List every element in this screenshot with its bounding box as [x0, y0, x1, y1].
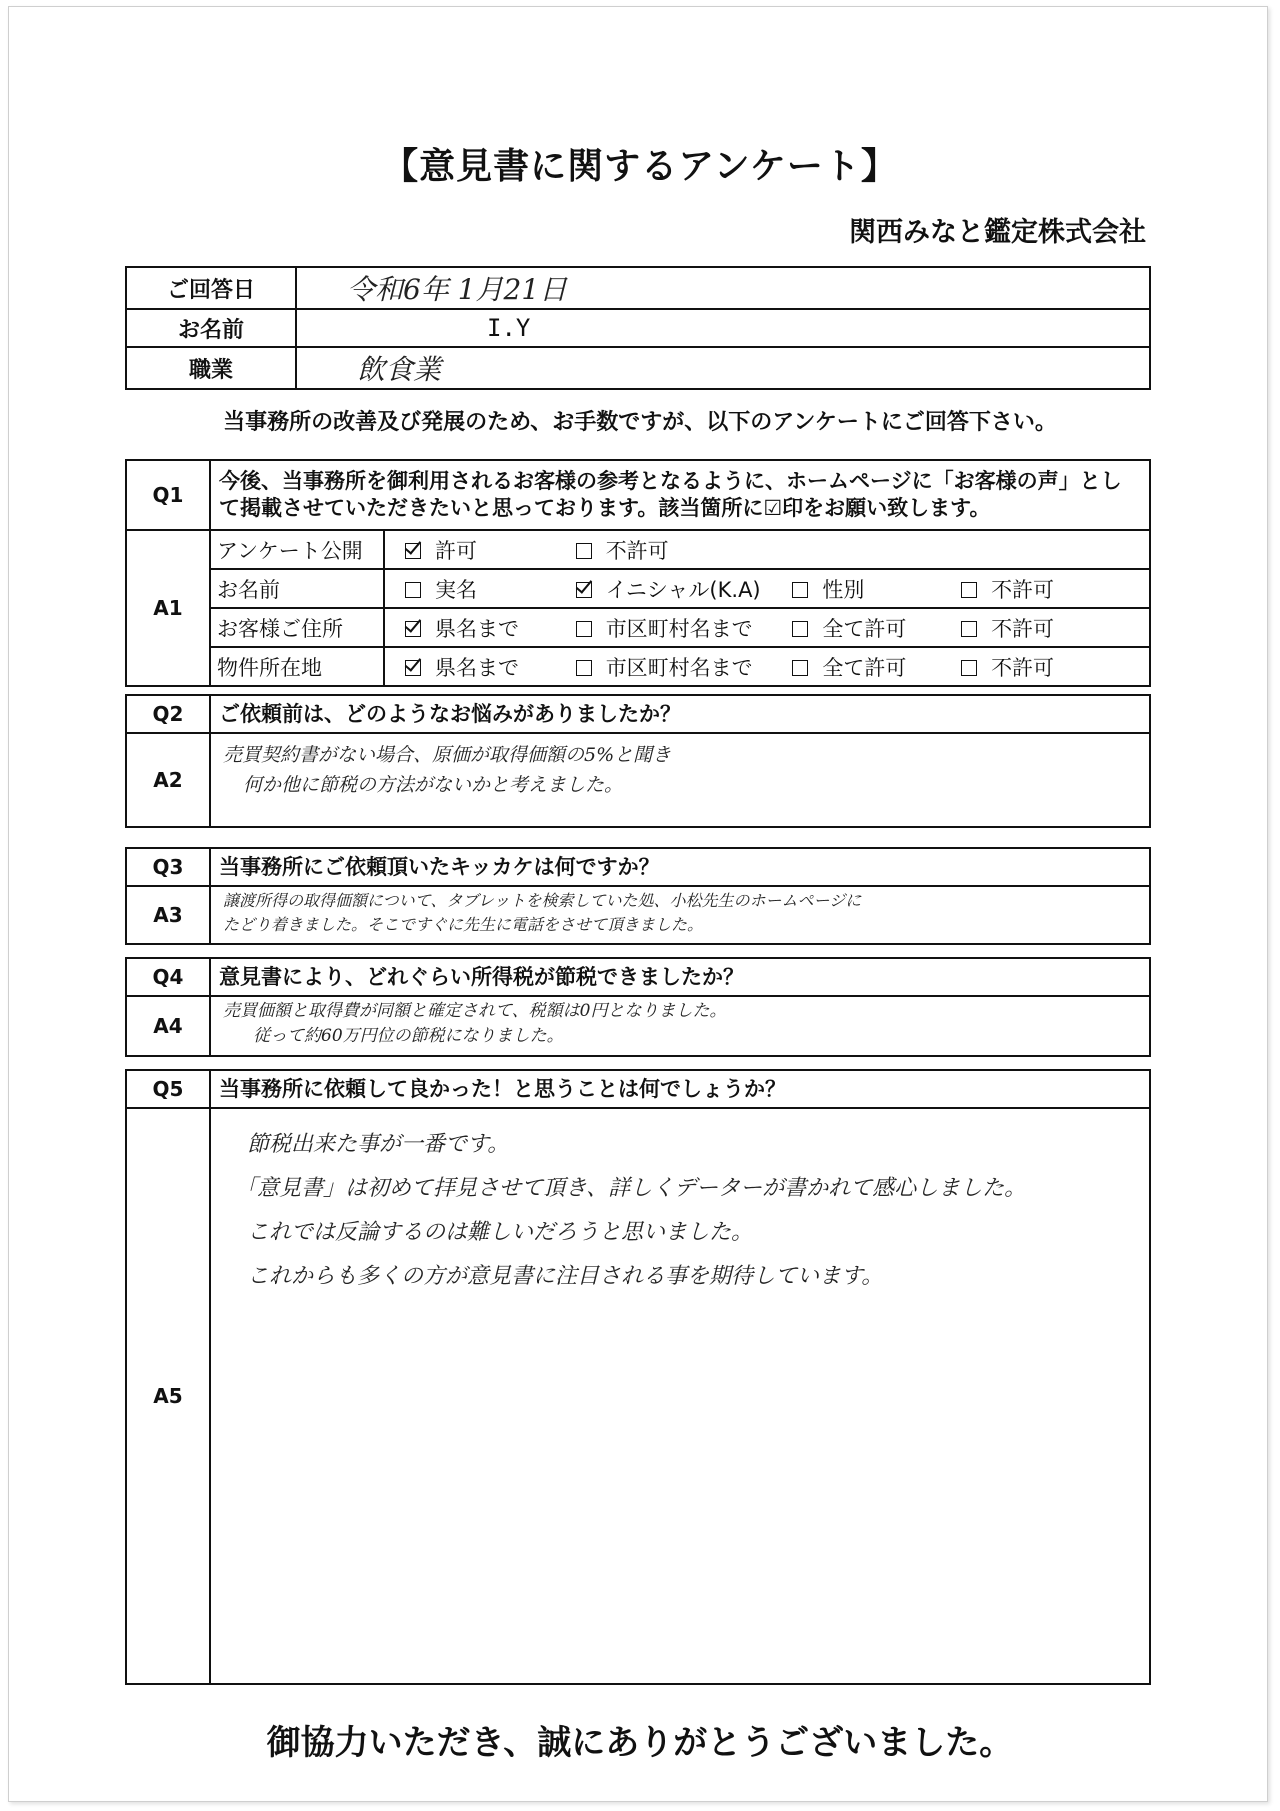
job-value: 飲食業: [357, 353, 442, 386]
q2-label: Q2: [126, 695, 210, 733]
q4-text: 意見書により、どれぐらい所得税が節税できましたか？: [210, 958, 1150, 996]
q1-text: 今後、当事務所を御利用されるお客様の参考となるように、ホームページに「お客様の声」として掲載させていただきたいと思っております。該当箇所に☑印をお願い致します。: [210, 460, 1150, 530]
a2-line: 売買契約書がない場合、原価が取得価額の5%と聞き: [223, 744, 672, 766]
q1-label: Q1: [126, 460, 210, 530]
name-label: お名前: [126, 309, 296, 347]
a4-line: 従って約60万円位の節税になりました。: [253, 1026, 564, 1046]
a2-line: 何か他に節税の方法がないかと考えました。: [243, 774, 624, 796]
name-initial-label: イニシャル(K.A): [605, 577, 761, 602]
name-initial-checkbox[interactable]: [576, 582, 592, 598]
name-deny-label: 不許可: [991, 577, 1055, 602]
property-deny-checkbox[interactable]: [961, 660, 977, 676]
property-all-label: 全て許可: [822, 655, 907, 680]
company-name: 関西みなと鑑定株式会社: [849, 217, 1146, 248]
respondent-info-table: [125, 266, 1151, 390]
address-deny-checkbox[interactable]: [961, 621, 977, 637]
property-prefecture-label: 県名まで: [435, 655, 519, 680]
property-all-checkbox[interactable]: [792, 660, 808, 676]
a1-row-property: [126, 647, 1150, 686]
property-prefecture-checkbox[interactable]: [405, 660, 421, 676]
name-option-label: お名前: [210, 569, 384, 608]
q5-text: 当事務所に依頼して良かった！と思うことは何でしょうか？: [210, 1070, 1150, 1108]
a5-label: A5: [126, 1108, 210, 1684]
publish-deny-checkbox[interactable]: [576, 543, 592, 559]
property-city-checkbox[interactable]: [576, 660, 592, 676]
name-real-label: 実名: [435, 577, 477, 602]
q2-text: ご依頼前は、どのようなお悩みがありましたか？: [210, 695, 1150, 733]
intro-text: 当事務所の改善及び発展のため、お手数ですが、以下のアンケートにご回答下さい。: [223, 410, 1057, 435]
address-all-label: 全て許可: [822, 616, 907, 641]
thank-you-message: 御協力いただき、誠にありがとうございました。: [266, 1723, 1014, 1763]
a5-line: 節税出来た事が一番です。: [247, 1132, 510, 1157]
publish-label: アンケート公開: [210, 530, 384, 569]
address-deny-label: 不許可: [991, 616, 1055, 641]
q2-table: [125, 694, 1151, 828]
a5-line: これでは反論するのは難しいだろうと思いました。: [247, 1220, 754, 1245]
a5-answer: [210, 1108, 1150, 1684]
name-row: [126, 309, 1150, 347]
a1-row-name: [126, 569, 1150, 608]
q1-table: [125, 459, 1151, 687]
address-city-label: 市区町村名まで: [605, 616, 753, 641]
publish-allow-checkbox[interactable]: [405, 543, 421, 559]
q4-table: [125, 957, 1151, 1057]
name-value: I.Y: [487, 314, 531, 342]
a1-label: A1: [126, 530, 210, 686]
q3-table: [125, 847, 1151, 945]
a3-label: A3: [126, 886, 210, 944]
publish-deny-label: 不許可: [605, 538, 669, 563]
address-prefecture-checkbox[interactable]: [405, 621, 421, 637]
address-all-checkbox[interactable]: [792, 621, 808, 637]
a3-line: たどり着きました。そこですぐに先生に電話をさせて頂きました。: [223, 915, 704, 934]
a1-row-address: [126, 608, 1150, 647]
name-real-checkbox[interactable]: [405, 582, 421, 598]
name-gender-checkbox[interactable]: [792, 582, 808, 598]
publish-allow-label: 許可: [435, 538, 477, 563]
date-row: [126, 267, 1150, 309]
page-title: 【意見書に関するアンケート】: [382, 146, 898, 187]
property-option-label: 物件所在地: [210, 647, 384, 686]
a3-line: 譲渡所得の取得価額について、タブレットを検索していた処、小松先生のホームページに: [223, 891, 862, 910]
job-row: [126, 347, 1150, 389]
a4-answer: [210, 996, 1150, 1056]
a5-line: 「意見書」は初めて拝見させて頂き、詳しくデーターが書かれて感心しました。: [235, 1176, 1027, 1201]
q3-label: Q3: [126, 848, 210, 886]
a2-label: A2: [126, 733, 210, 827]
q4-label: Q4: [126, 958, 210, 996]
q5-label: Q5: [126, 1070, 210, 1108]
address-prefecture-label: 県名まで: [435, 616, 519, 641]
property-deny-label: 不許可: [991, 655, 1055, 680]
property-city-label: 市区町村名まで: [605, 655, 753, 680]
name-deny-checkbox[interactable]: [961, 582, 977, 598]
a3-answer: [210, 886, 1150, 944]
a4-label: A4: [126, 996, 210, 1056]
a5-line: これからも多くの方が意見書に注目される事を期待しています。: [247, 1264, 884, 1289]
a1-row-publish: [126, 530, 1150, 569]
a2-answer: [210, 733, 1150, 827]
q3-text: 当事務所にご依頼頂いたキッカケは何ですか？: [210, 848, 1150, 886]
date-value: 令和6年 1月21日: [347, 273, 568, 306]
a4-line: 売買価額と取得費が同額と確定されて、税額は0円となりました。: [223, 1001, 727, 1021]
date-label: ご回答日: [126, 267, 296, 309]
address-city-checkbox[interactable]: [576, 621, 592, 637]
job-label: 職業: [126, 347, 296, 389]
q5-table: [125, 1069, 1151, 1685]
name-gender-label: 性別: [822, 577, 865, 602]
address-option-label: お客様ご住所: [210, 608, 384, 647]
